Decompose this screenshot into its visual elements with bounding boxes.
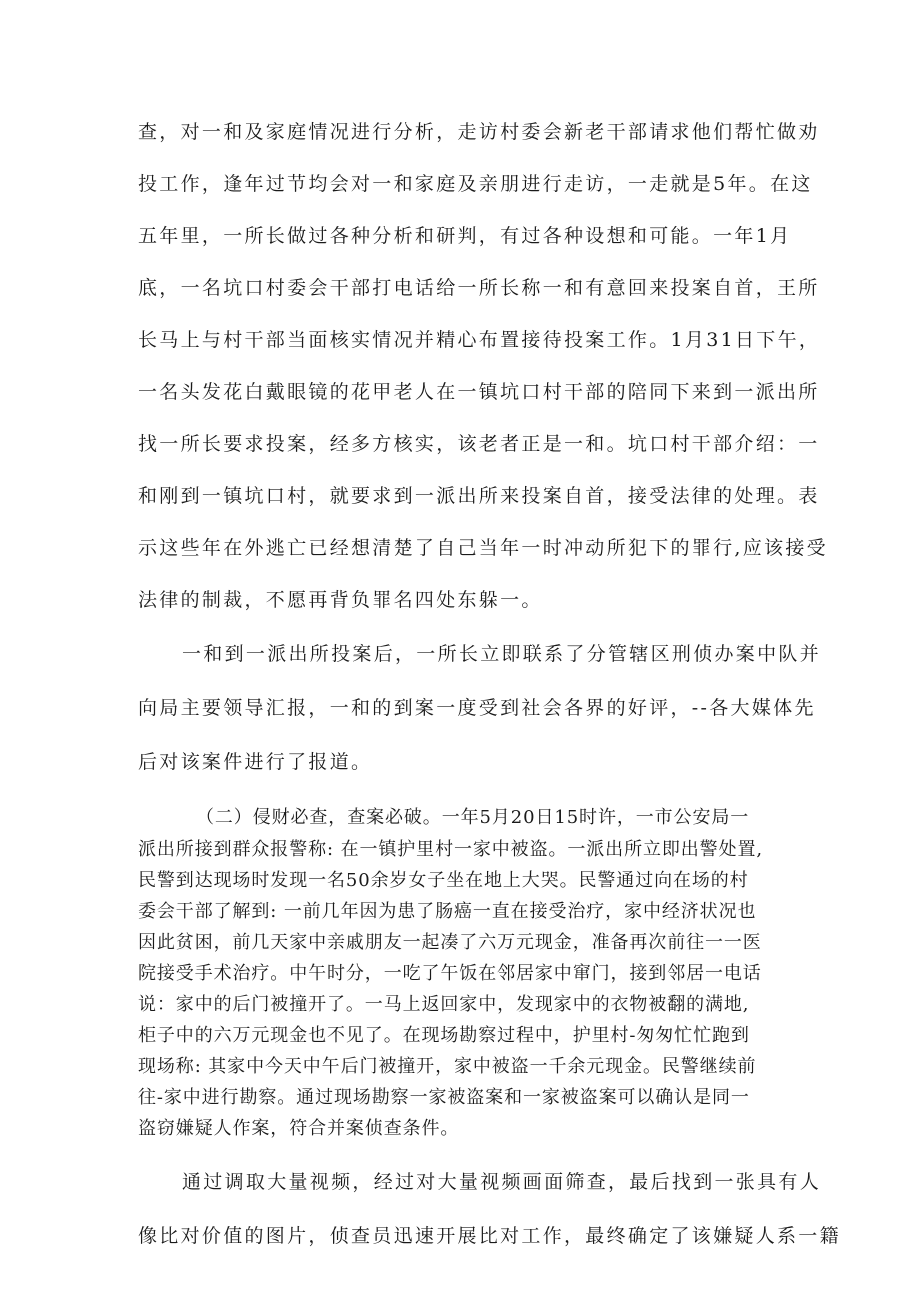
para1-line-6: 一名头发花白戴眼镜的花甲老人在一镇坑口村干部的陪同下来到一派出所: [138, 381, 820, 403]
para1-line-1: 查，对一和及家庭情况进行分析，走访村委会新老干部请求他们帮忙做劝: [138, 121, 820, 143]
para1-line-10: 法律的制裁，不愿再背负罪名四处东躲一。: [138, 589, 543, 611]
para3-line-11: 盗窃嫌疑人作案，符合并案侦查条件。: [138, 1118, 460, 1139]
para3-line-3: 民警到达现场时发现一名50余岁女子坐在地上大哭。民警通过向在场的村: [138, 870, 749, 891]
para1-line-9: 示这些年在外逃亡已经想清楚了自己当年一时冲动所犯下的罪行,应该接受: [138, 537, 828, 559]
para2-line-1: 一和到一派出所投案后，一所长立即联系了分管辖区刑侦办案中队并: [182, 643, 822, 665]
para3-line-6: 院接受手术治疗。中午时分，一吃了午饭在邻居家中窜门，接到邻居一电话: [138, 963, 762, 984]
para3-line-4: 委会干部了解到: 一前几年因为患了肠癌一直在接受治疗，家中经济状况也: [138, 901, 757, 922]
para1-line-2: 投工作，逢年过节均会对一和家庭及亲朋进行走访，一走就是5年。在这: [138, 173, 813, 195]
para3-line-10: 往-家中进行勘察。通过现场勘察一家被盗案和一家被盗案可以确认是同一: [138, 1087, 750, 1108]
para1-line-7: 找一所长要求投案，经多方核实，该老者正是一和。坑口村干部介绍：一: [138, 433, 820, 455]
para3-line-9: 现场称: 其家中今天中午后门被撞开，家中被盗一千余元现金。民警继续前: [138, 1056, 757, 1077]
para1-line-5: 长马上与村干部当面核实情况并精心布置接待投案工作。1月31日下午，: [138, 329, 821, 351]
para1-line-4: 底，一名坑口村委会干部打电话给一所长称一和有意回来投案自首，王所: [138, 277, 820, 299]
para4-line-2: 像比对价值的图片，侦查员迅速开展比对工作，最终确定了该嫌疑人系一籍: [138, 1225, 841, 1247]
para1-line-3: 五年里，一所长做过各种分析和研判，有过各种设想和可能。一年1月: [138, 225, 792, 247]
para2-line-3: 后对该案件进行了报道。: [138, 751, 373, 773]
para3-line-7: 说：家中的后门被撞开了。一马上返回家中，发现家中的衣物被翻的满地,: [138, 994, 750, 1015]
para4-line-1: 通过调取大量视频，经过对大量视频画面筛查，最后找到一张具有人: [182, 1171, 822, 1193]
para3-line-8: 柜子中的六万元现金也不见了。在现场勘察过程中，护里村-匆匆忙忙跑到: [138, 1025, 750, 1046]
para3-line-2: 派出所接到群众报警称: 在一镇护里村一家中被盗。一派出所立即出警处置,: [138, 839, 764, 860]
para2-line-2: 向局主要领导汇报，一和的到案一度受到社会各界的好评，--各大媒体先: [138, 697, 816, 719]
para3-line-1: （二）侵财必查，查案必破。一年5月20日15时许，一市公安局一: [196, 807, 750, 828]
para1-line-8: 和刚到一镇坑口村，就要求到一派出所来投案自首，接受法律的处理。表: [138, 485, 820, 507]
para3-line-5: 因此贫困，前几天家中亲戚朋友一起凑了六万元现金，准备再次前往一一医: [138, 932, 762, 953]
